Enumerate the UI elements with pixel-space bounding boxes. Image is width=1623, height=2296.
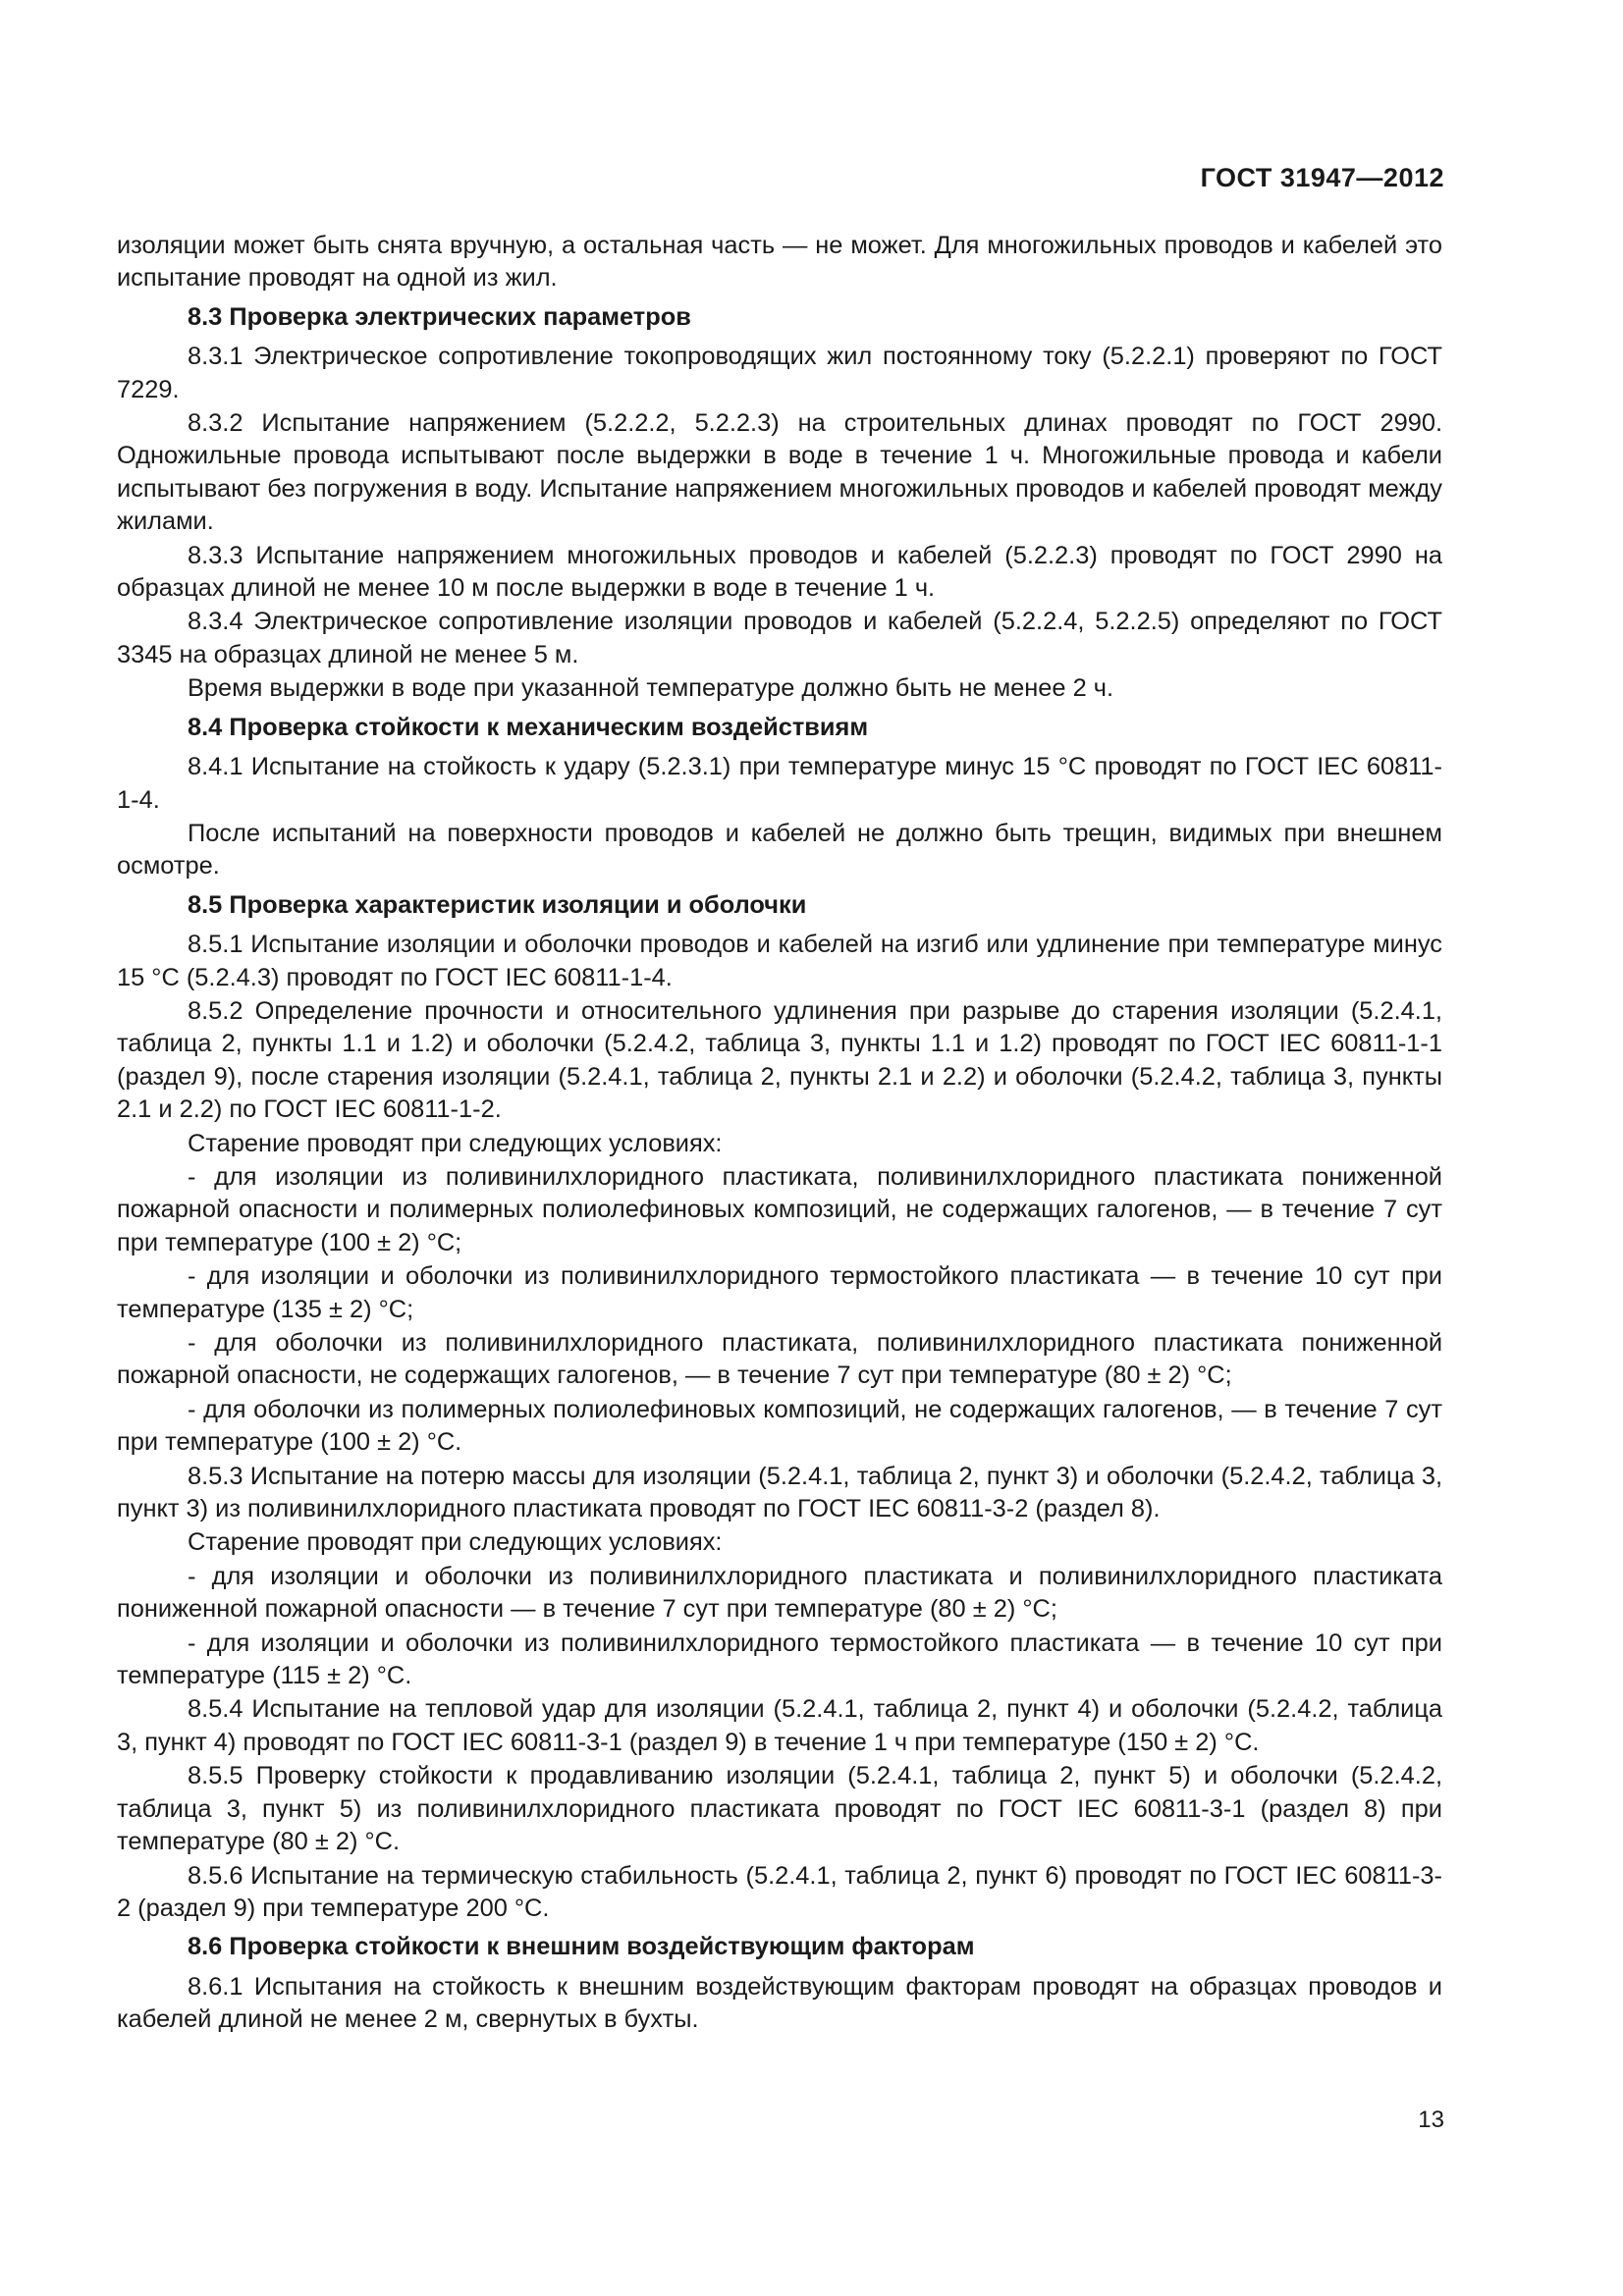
document-header: ГОСТ 31947—2012	[1200, 163, 1444, 192]
paragraph: изоляции может быть снята вручную, а остальная часть — не может. Для многожильных проводов и кабелей это испытание проводят на одной из жил.	[117, 232, 1442, 293]
paragraph: 8.5.3 Испытание на потерю массы для изоляции (5.2.4.1, таблица 2, пункт 3) и оболочки (5.2.4.2, таблица 3, пункт 3) из поливинилхлоридного пластиката проводят по ГОСТ IEC 60811-3-2 (раздел 8).	[117, 1462, 1442, 1523]
paragraph: 8.5.6 Испытание на термическую стабильность (5.2.4.1, таблица 2, пункт 6) проводят по ГОСТ IEC 60811-3-2 (раздел 9) при температуре 200 °С.	[117, 1861, 1442, 1922]
paragraph: 8.4.1 Испытание на стойкость к удару (5.2.3.1) при температуре минус 15 °С проводят по ГОСТ IEC 60811-1-4.	[117, 753, 1442, 814]
section-heading: 8.6 Проверка стойкости к внешним воздействующим факторам	[188, 1933, 975, 1961]
list-item: - для оболочки из поливинилхлоридного пластиката, поливинилхлоридного пластиката пониженной пожарной опасности, не содержащих галогенов, — в течение 7 сут при температуре (80 ± 2) °С;	[117, 1329, 1442, 1390]
list-item: - для оболочки из полимерных полиолефиновых композиций, не содержащих галогенов, — в течение 7 сут при температуре (100 ± 2) °С.	[117, 1395, 1442, 1457]
paragraph: 8.5.4 Испытание на тепловой удар для изоляции (5.2.4.1, таблица 2, пункт 4) и оболочки (5.2.4.2, таблица 3, пункт 4) проводят по ГОСТ IEC 60811-3-1 (раздел 9) в течение 1 ч при температуре (150 ± 2) °С.	[117, 1695, 1442, 1756]
section-heading: 8.3 Проверка электрических параметров	[188, 302, 691, 331]
document-body	[117, 230, 1442, 2038]
paragraph: 8.5.2 Определение прочности и относительного удлинения при разрыве до старения изоляции (5.2.4.1, таблица 2, пункты 1.1 и 1.2) и оболочки (5.2.4.2, таблица 3, пункты 1.1 и 1.2) проводят по ГОСТ IEC 60811-1-1 (раздел 9), после старения изоляции (5.2.4.1, таблица 2, пункты 2.1 и 2.2) и оболочки (5.2.4.2, таблица 3, пункты 2.1 и 2.2) по ГОСТ IEC 60811-1-2.	[117, 996, 1442, 1124]
section-heading: 8.4 Проверка стойкости к механическим воздействиям	[188, 713, 869, 741]
paragraph: Время выдержки в воде при указанной температуре должно быть не менее 2 ч.	[188, 674, 1114, 703]
list-item: - для изоляции из поливинилхлоридного пластиката, поливинилхлоридного пластиката пониженной пожарной опасности и полимерных полиолефиновых композиций, не содержащих галогенов, — в течение 7 сут при температуре (100 ± 2) °С;	[117, 1162, 1442, 1256]
paragraph: 8.6.1 Испытания на стойкость к внешним воздействующим факторам проводят на образцах проводов и кабелей длиной не менее 2 м, свернутых в бухты.	[117, 1972, 1442, 2034]
paragraph: 8.5.1 Испытание изоляции и оболочки проводов и кабелей на изгиб или удлинение при температуре минус 15 °С (5.2.4.3) проводят по ГОСТ IEC 60811-1-4.	[117, 931, 1442, 991]
section-heading: 8.5 Проверка характеристик изоляции и оболочки	[188, 890, 807, 919]
paragraph: 8.3.1 Электрическое сопротивление токопроводящих жил постоянному току (5.2.2.1) проверяют по ГОСТ 7229.	[117, 343, 1442, 403]
paragraph: Старение проводят при следующих условиях:	[188, 1528, 723, 1557]
page-number: 13	[1418, 2107, 1444, 2133]
paragraph: 8.5.5 Проверку стойкости к продавливанию изоляции (5.2.4.1, таблица 2, пункт 5) и оболочки (5.2.4.2, таблица 3, пункт 5) из поливинилхлоридного пластиката проводят по ГОСТ IEC 60811-3-1 (раздел 8) при температуре (80 ± 2) °С.	[117, 1762, 1442, 1856]
paragraph: 8.3.2 Испытание напряжением (5.2.2.2, 5.2.2.3) на строительных длинах проводят по ГОСТ 2990. Одножильные провода испытывают после выдержки в воде в течение 1 ч. Многожильные провода и кабели испытывают без погружения в воду. Испытание напряжением многожильных проводов и кабелей проводят между жилами.	[117, 409, 1442, 536]
paragraph: 8.3.3 Испытание напряжением многожильных проводов и кабелей (5.2.2.3) проводят по ГОСТ 2990 на образцах длиной не менее 10 м после выдержки в воде в течение 1 ч.	[117, 541, 1442, 603]
paragraph: 8.3.4 Электрическое сопротивление изоляции проводов и кабелей (5.2.2.4, 5.2.2.5) определяют по ГОСТ 3345 на образцах длиной не менее 5 м.	[117, 608, 1442, 668]
paragraph: Старение проводят при следующих условиях:	[188, 1129, 723, 1157]
list-item: - для изоляции и оболочки из поливинилхлоридного термостойкого пластиката — в течение 10 сут при температуре (135 ± 2) °С;	[117, 1262, 1442, 1323]
list-item: - для изоляции и оболочки из поливинилхлоридного пластиката и поливинилхлоридного пластиката пониженной пожарной опасности — в течение 7 сут при температуре (80 ± 2) °С;	[117, 1562, 1442, 1624]
paragraph: После испытаний на поверхности проводов и кабелей не должно быть трещин, видимых при внешнем осмотре.	[117, 819, 1442, 881]
list-item: - для изоляции и оболочки из поливинилхлоридного термостойкого пластиката — в течение 10 сут при температуре (115 ± 2) °С.	[117, 1629, 1442, 1690]
